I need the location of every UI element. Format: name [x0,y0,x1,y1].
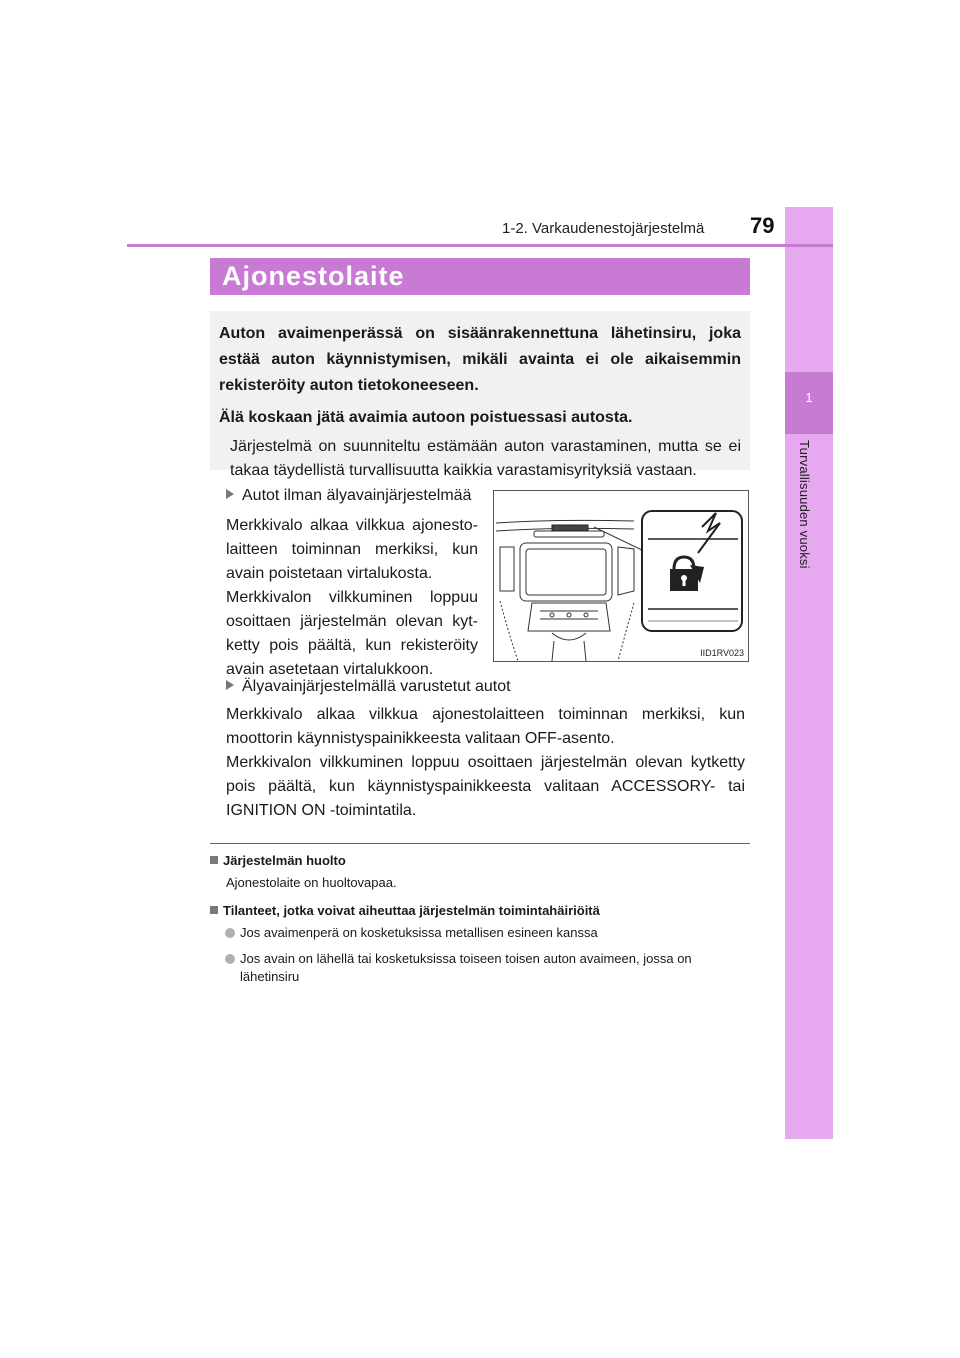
note-bullet [240,950,750,986]
square-bullet-icon [210,906,218,914]
note-maintenance-heading [210,852,346,870]
header-section-title: 1-2. Varkaudenestojärjestelmä [502,220,705,237]
section1-paragraph-2: Merkkivalon vilkkuminen loppuu osoittaen järjestelmän olevan kyt-ketty pois päältä, kun rekisteröity avain asetetaan virtalukkoon. [226,589,478,678]
subheading-without-smart-key [226,485,486,507]
intro-box [210,311,750,479]
subheading-text: Älyavainjärjestelmällä varustetut autot [242,678,511,695]
section2-paragraph-2: Merkkivalon vilkkuminen loppuu osoittaen järjestelmän olevan kytketty pois päältä, kun käynnistyspainikkeesta valitaan ACCESSORY- tai IGNITION ON -toimintatila. [226,754,745,819]
section2-paragraph-1: Merkkivalo alkaa vilkkua ajonestolaitteen toiminnan merkiksi, kun moottorin käynnistyspainikkeesta valitaan OFF-asento. [226,706,745,747]
intro-warning: Älä koskaan jätä avaimia autoon poistuessasi autosta. [219,409,633,426]
subheading-text: Autot ilman älyavainjärjestelmää [242,487,472,504]
chapter-number: 1 [805,390,813,405]
dashboard-figure [493,490,749,662]
intro-paragraph: Järjestelmä on suunniteltu estämään auton varastaminen, mutta se ei takaa täydellistä turvallisuutta kaikkia varastamisyrityksiä vastaan. [230,438,741,479]
note-heading-text: Järjestelmän huolto [223,853,346,868]
dashboard-illustration [494,491,748,661]
chapter-side-tab [785,207,833,1139]
section-divider [210,843,750,844]
chapter-title: Turvallisuuden vuoksi [797,440,812,569]
circle-bullet-icon [225,954,235,964]
header-rule [127,244,833,247]
note-bullet-text: Jos avaimenperä on kosketuksissa metallisen esineen kanssa [240,925,598,940]
note-maintenance-text: Ajonestolaite on huoltovapaa. [226,875,397,890]
note-bullet [240,924,750,942]
square-bullet-icon [210,856,218,864]
section1-paragraph-1: Merkkivalo alkaa vilkkua ajonesto-laitteen toiminnan merkiksi, kun avain poistetaan virtalukosta. [226,517,478,582]
note-bullet-text: Jos avain on lähellä tai kosketuksissa toiseen toisen auton avaimeen, jossa on lähetinsiru [240,951,692,984]
triangle-bullet-icon [226,680,234,690]
intro-bold-paragraph: Auton avaimenperässä on sisäänrakennettuna lähetinsiru, joka estää auton käynnistymisen, mikäli avainta ei ole aikaisemmin rekisteröity auton tietokoneeseen. [219,325,741,394]
circle-bullet-icon [225,928,235,938]
triangle-bullet-icon [226,489,234,499]
note-malfunction-heading [210,902,600,920]
subheading-with-smart-key [226,676,746,698]
page-number: 79 [750,213,775,238]
page-title: Ajonestolaite [210,258,750,295]
figure-code: IID1RV023 [700,648,744,658]
note-heading-text: Tilanteet, jotka voivat aiheuttaa järjestelmän toimintahäiriöitä [223,903,600,918]
